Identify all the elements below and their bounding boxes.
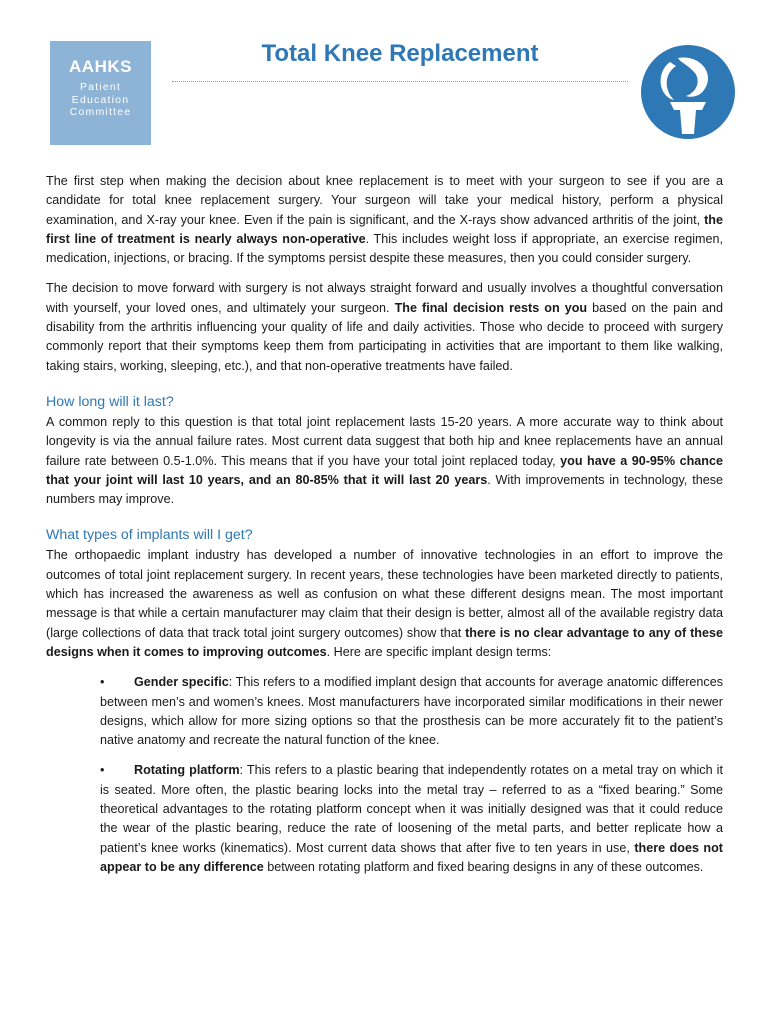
bold-text: Gender specific <box>134 675 229 690</box>
title-divider <box>172 81 628 82</box>
list-item <box>100 761 723 877</box>
text-run: . With improvements in technology, these numbers may improve. <box>46 472 724 507</box>
aahks-logo <box>50 41 151 145</box>
logo-subtitle-line-1: Patient <box>79 81 122 93</box>
text-run: A common reply to this question is that total joint replacement lasts 15-20 years. A more accurate way to think about longevity is via the annual failure rates. Most current data suggest that both hip and knee replacements have an annual failure rate between 0.5-1.0%. This means that if you have your total joint replaced today, <box>46 414 723 468</box>
text-run: based on the pain and disability from the arthritis influencing your quality of life and daily activities. Those who decide to proceed with surgery commonly report that their symptoms keep them from participating in activities that are important to them like walking, taking stairs, working, sleeping, etc.), and that non-operative treatments have failed. <box>46 300 723 373</box>
bold-text: The final decision rests on you <box>394 300 588 315</box>
bold-text: Rotating platform <box>134 763 240 778</box>
section-heading-longevity: How long will it last? <box>46 393 174 410</box>
logo-subtitle-line-2: Education <box>71 93 130 106</box>
text-run: . This includes weight loss if appropriate, an exercise regimen, medication, injections, or bracing. If the symptoms persist despite these measures, then you could consider surgery. <box>46 231 724 266</box>
page-title: Total Knee Replacement <box>261 40 539 67</box>
bold-text: there does not appear to be any difference <box>100 840 723 874</box>
list-item <box>100 673 723 750</box>
implant-terms-list <box>46 673 723 877</box>
text-run: The orthopaedic implant industry has developed a number of innovative technologies in an effort to improve the outcomes of total joint replacement surgery. In recent years, these technologies have been marketed directly to patients, which has increased the awareness as well as confusion on what these different designs mean. The most important message is that while a certain manufacturer may claim that their design is better, almost all of the available registry data (large collections of data that track total joint surgery outcomes) show that <box>46 548 723 640</box>
bold-text: you have a 90-95% chance that your joint will last 10 years, and an 80-85% that it will last 20 years <box>46 453 724 487</box>
text-run: . Here are specific implant design terms: <box>326 644 552 659</box>
page-header <box>0 0 768 160</box>
longevity-paragraph <box>46 413 723 509</box>
intro-paragraph-1 <box>46 172 723 268</box>
bold-text: there is no clear advantage to any of these designs when it comes to improving outcomes <box>46 625 723 659</box>
logo-org-name: AAHKS <box>69 57 132 76</box>
logo-subtitle-line-3: Committee <box>69 106 132 118</box>
text-run: The decision to move forward with surgery is not always straight forward and usually involves a thoughtful conversation with yourself, your loved ones, and ultimately your surgeon. <box>46 281 723 315</box>
implants-paragraph <box>46 546 723 662</box>
bullet-icon: • <box>100 675 105 690</box>
bullet-icon: • <box>100 763 105 778</box>
article-body <box>46 172 723 888</box>
text-run: between rotating platform and fixed bearing designs in any of these outcomes. <box>263 859 704 874</box>
bold-text: the first line of treatment is nearly always non-operative <box>46 212 723 246</box>
knee-joint-emblem-icon <box>640 44 736 140</box>
section-heading-implants: What types of implants will I get? <box>46 527 253 544</box>
text-run: The first step when making the decision about knee replacement is to meet with your surgeon to see if you are a candidate for total knee replacement surgery. Your surgeon will take your medical history, perform a physical examination, and X-ray your knee. Even if the pain is significant, and the X-rays show advanced arthritis of the joint, <box>46 174 723 227</box>
logo-subtitle <box>50 81 151 119</box>
text-run: : This refers to a modified implant design that accounts for average anatomic differences between men’s and women’s knees. Most manufacturers have incorporated similar modifications in their newer designs, which allow for more sizing options so that the prosthesis can be more accurately fit to the patient’s native anatomy and recreate the natural function of the knee. <box>100 675 723 748</box>
text-run: : This refers to a plastic bearing that independently rotates on a metal tray on which it is seated. More often, the plastic bearing locks into the metal tray – referred to as a “fixed bearing.” Some theoretical advantages to the rotating platform concept when it was initially designed was that it could reduce the wear of the plastic bearing, reduce the rate of loosening of the metal parts, and better replicate how a patient’s knee works (kinematics). Most current data shows that after five to ten years in use, <box>100 763 723 855</box>
intro-paragraph-2 <box>46 279 723 375</box>
